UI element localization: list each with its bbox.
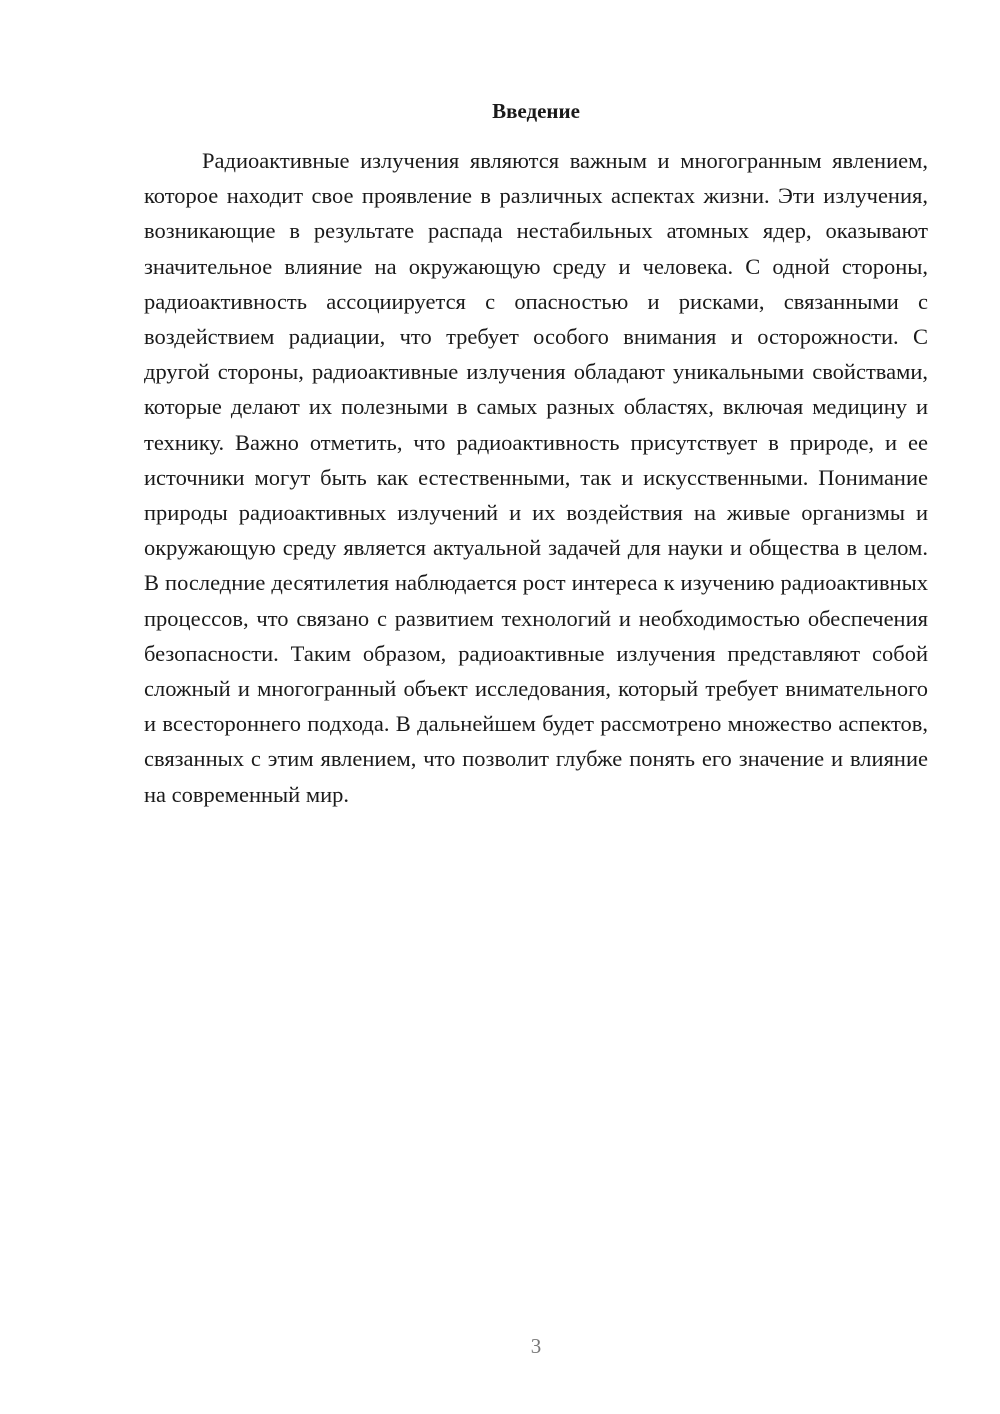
body-paragraph: Радиоактивные излучения являются важным и многогранным явлением, которое находит свое проявление в различных аспектах жизни. Эти излучения, возникающие в результате распада нестабильных атомных ядер, оказывают значительное влияние на окружающую среду и человека. С одной стороны, радиоактивность ассоциируется с опасностью и рисками, связанными с воздействием радиации, что требует особого внимания и осторожности. С другой стороны, радиоактивные излучения обладают уникальными свойствами, которые делают их полезными в самых разных областях, включая медицину и технику. Важно отметить, что радиоактивность присутствует в природе, и ее источники могут быть как естественными, так и искусственными. Понимание природы радиоактивных излучений и их воздействия на живые организмы и окружающую среду является актуальной задачей для науки и общества в целом. В последние десятилетия наблюдается рост интереса к изучению радиоактивных процессов, что связано с развитием технологий и необходимостью обеспечения безопасности. Таким образом, радиоактивные излучения представляют собой сложный и многогранный объект исследования, который требует внимательного и всестороннего подхода. В дальнейшем будет рассмотрено множество аспектов, связанных с этим явлением, что позволит глубже понять его значение и влияние на современный мир. — [144, 148, 928, 807]
page-number: 3 — [530, 1334, 542, 1358]
section-heading: Введение — [492, 99, 580, 123]
